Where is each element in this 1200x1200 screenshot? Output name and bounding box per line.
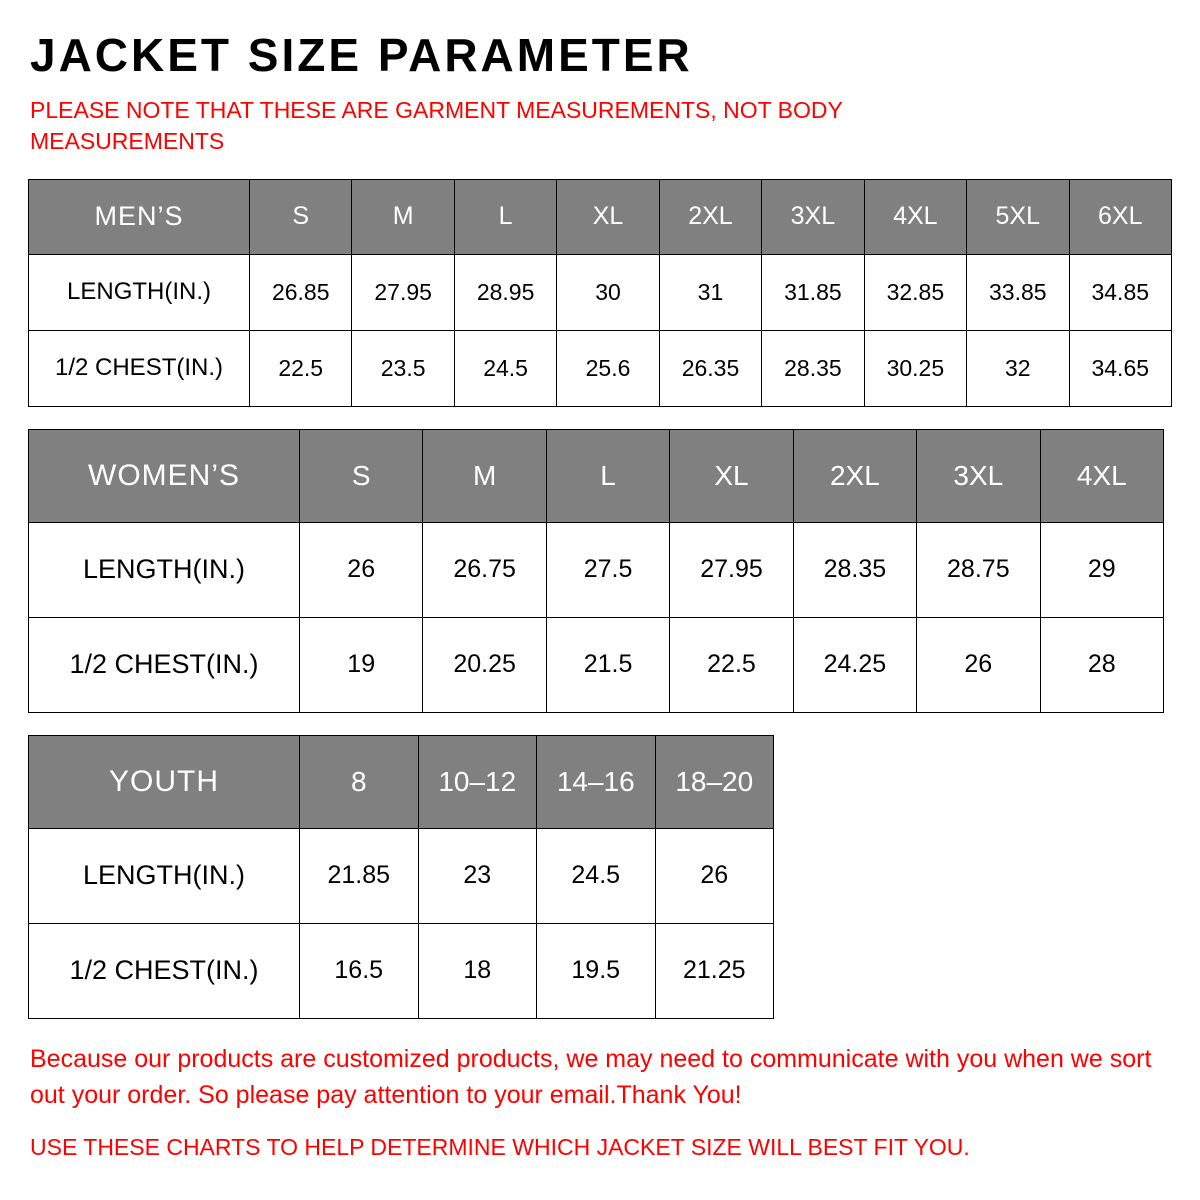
mens-size-m: M [352, 179, 454, 254]
mens-chest-4xl: 30.25 [864, 330, 966, 406]
womens-length-l: 27.5 [546, 522, 669, 617]
womens-chest-l: 21.5 [546, 617, 669, 712]
table-row [29, 254, 1172, 330]
womens-length-s: 26 [300, 522, 423, 617]
mens-size-4xl: 4XL [864, 179, 966, 254]
womens-size-l: L [546, 429, 669, 522]
mens-length-6xl: 34.85 [1069, 254, 1172, 330]
womens-chest-m: 20.25 [423, 617, 546, 712]
mens-chest-s: 22.5 [250, 330, 352, 406]
youth-size-18-20: 18–20 [655, 735, 774, 828]
measurement-note: PLEASE NOTE THAT THESE ARE GARMENT MEASUREMENTS, NOT BODY MEASUREMENTS [30, 96, 843, 154]
youth-chest-8: 16.5 [300, 923, 419, 1018]
footer-notes [28, 1041, 1172, 1164]
mens-size-3xl: 3XL [762, 179, 864, 254]
mens-chest-label: 1/2 CHEST(IN.) [29, 330, 250, 406]
womens-length-xl: 27.95 [670, 522, 793, 617]
page-title: JACKET SIZE PARAMETER [30, 29, 693, 81]
womens-size-s: S [300, 429, 423, 522]
womens-size-2xl: 2XL [793, 429, 916, 522]
womens-size-table [28, 429, 1164, 713]
youth-length-10-12: 23 [418, 828, 537, 923]
womens-chest-4xl: 28 [1040, 617, 1163, 712]
womens-chest-xl: 22.5 [670, 617, 793, 712]
table-row [29, 522, 1164, 617]
mens-size-2xl: 2XL [659, 179, 761, 254]
womens-size-xl: XL [670, 429, 793, 522]
mens-length-4xl: 32.85 [864, 254, 966, 330]
mens-length-l: 28.95 [454, 254, 556, 330]
youth-table-label: YOUTH [29, 735, 300, 828]
youth-size-table [28, 735, 774, 1019]
womens-length-2xl: 28.35 [793, 522, 916, 617]
mens-chest-l: 24.5 [454, 330, 556, 406]
womens-length-label: LENGTH(IN.) [29, 522, 300, 617]
mens-size-5xl: 5XL [967, 179, 1069, 254]
mens-chest-xl: 25.6 [557, 330, 659, 406]
mens-length-3xl: 31.85 [762, 254, 864, 330]
table-header-row [29, 429, 1164, 522]
table-header-row [29, 735, 774, 828]
mens-chest-m: 23.5 [352, 330, 454, 406]
womens-chest-2xl: 24.25 [793, 617, 916, 712]
mens-size-l: L [454, 179, 556, 254]
womens-size-3xl: 3XL [917, 429, 1040, 522]
footer-note-usage: USE THESE CHARTS TO HELP DETERMINE WHICH JACKET SIZE WILL BEST FIT YOU. [30, 1134, 970, 1161]
mens-size-table [28, 179, 1172, 407]
youth-length-18-20: 26 [655, 828, 774, 923]
womens-table-label: WOMEN’S [29, 429, 300, 522]
youth-chest-10-12: 18 [418, 923, 537, 1018]
mens-chest-3xl: 28.35 [762, 330, 864, 406]
womens-length-m: 26.75 [423, 522, 546, 617]
youth-length-label: LENGTH(IN.) [29, 828, 300, 923]
womens-size-m: M [423, 429, 546, 522]
table-row [29, 828, 774, 923]
mens-chest-6xl: 34.65 [1069, 330, 1172, 406]
womens-chest-3xl: 26 [917, 617, 1040, 712]
womens-chest-s: 19 [300, 617, 423, 712]
mens-length-m: 27.95 [352, 254, 454, 330]
mens-size-6xl: 6XL [1069, 179, 1172, 254]
womens-length-3xl: 28.75 [917, 522, 1040, 617]
mens-length-s: 26.85 [250, 254, 352, 330]
youth-chest-14-16: 19.5 [537, 923, 656, 1018]
womens-chest-label: 1/2 CHEST(IN.) [29, 617, 300, 712]
youth-chest-label: 1/2 CHEST(IN.) [29, 923, 300, 1018]
mens-length-5xl: 33.85 [967, 254, 1069, 330]
mens-chest-5xl: 32 [967, 330, 1069, 406]
mens-chest-2xl: 26.35 [659, 330, 761, 406]
womens-length-4xl: 29 [1040, 522, 1163, 617]
womens-size-4xl: 4XL [1040, 429, 1163, 522]
footer-note-customized: Because our products are customized products, we may need to communicate with you when we sort out your order. So please pay attention to your email.Thank You! [30, 1044, 1152, 1109]
youth-size-10-12: 10–12 [418, 735, 537, 828]
youth-length-14-16: 24.5 [537, 828, 656, 923]
youth-size-8: 8 [300, 735, 419, 828]
youth-chest-18-20: 21.25 [655, 923, 774, 1018]
mens-length-xl: 30 [557, 254, 659, 330]
mens-table-label: MEN’S [29, 179, 250, 254]
mens-length-label: LENGTH(IN.) [29, 254, 250, 330]
table-row [29, 923, 774, 1018]
mens-size-s: S [250, 179, 352, 254]
mens-size-xl: XL [557, 179, 659, 254]
youth-size-14-16: 14–16 [537, 735, 656, 828]
mens-length-2xl: 31 [659, 254, 761, 330]
table-row [29, 617, 1164, 712]
table-header-row [29, 179, 1172, 254]
youth-length-8: 21.85 [300, 828, 419, 923]
table-row [29, 330, 1172, 406]
